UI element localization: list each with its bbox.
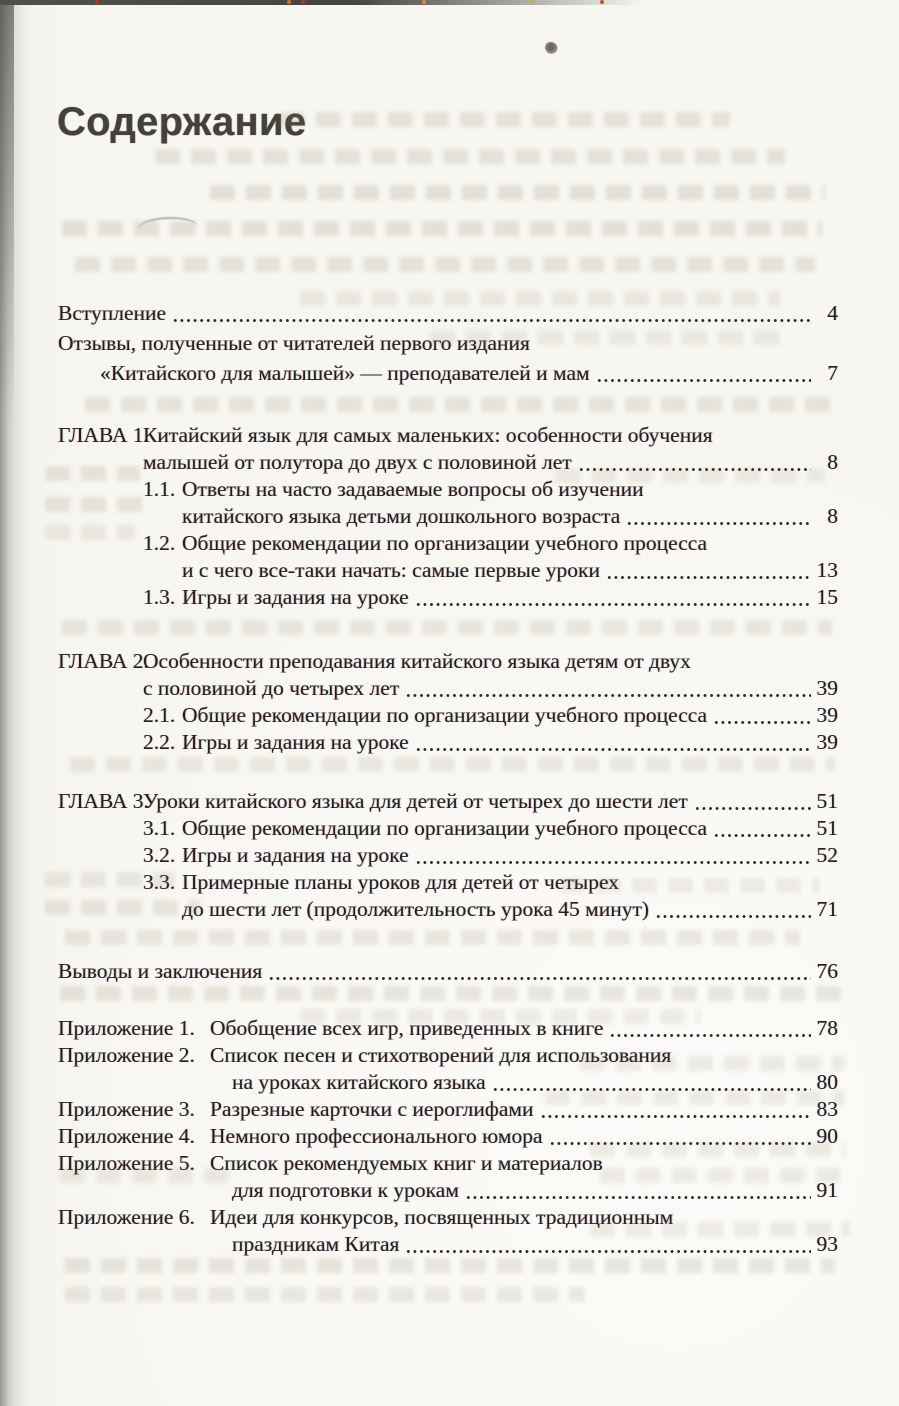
toc-page-number: 39 — [816, 703, 838, 727]
scan-edge-left — [0, 0, 26, 1406]
toc-entry-text: Отзывы, полученные от читателей первого издания — [58, 331, 530, 355]
bleed-through-line — [580, 1056, 845, 1071]
scan-edge-speckle — [600, 0, 604, 4]
toc-page-number: 15 — [816, 585, 838, 609]
bleed-through-line — [62, 620, 832, 635]
bleed-through-line — [590, 1222, 850, 1237]
toc-dot-leader — [540, 1115, 812, 1118]
toc-entry-text: «Китайского для малышей» — преподавателей и мам — [100, 361, 590, 385]
toc-entry — [100, 360, 838, 387]
toc-entry-text: Уроки китайского языка для детей от четырех до шести лет — [143, 789, 688, 813]
bleed-through-line — [85, 397, 830, 412]
toc-entry — [58, 958, 838, 985]
toc-page-number: 7 — [827, 361, 838, 385]
toc-entry-text: Китайский язык для самых маленьких: особенности обучения — [143, 423, 713, 447]
bleed-through-line — [70, 757, 835, 772]
toc-entry-text: Идеи для конкурсов, посвященных традиционным — [210, 1205, 674, 1229]
toc-dot-leader — [415, 748, 811, 751]
toc-entry — [182, 503, 838, 530]
bleed-through-line — [600, 1168, 840, 1183]
toc-dot-leader — [626, 522, 811, 525]
toc-entry-text: Обобщение всех игр, приведенных в книге — [210, 1016, 604, 1040]
scan-edge-speckle — [287, 0, 291, 4]
toc-entry — [143, 815, 838, 842]
bleed-through-line — [590, 1142, 845, 1157]
toc-dot-leader — [655, 915, 811, 918]
bleed-through-line — [430, 330, 790, 345]
toc-page-number: 80 — [816, 1070, 838, 1094]
toc-entry-text: Общие рекомендации по организации учебного процесса — [182, 816, 708, 840]
toc-entry-label: ГЛАВА 3. — [58, 789, 149, 813]
toc-entry-label: 1.1. — [143, 477, 176, 501]
bleed-through-line — [210, 185, 825, 200]
bleed-through-line — [45, 900, 200, 915]
toc-entry — [58, 788, 838, 815]
toc-entry — [143, 702, 838, 729]
page-title: Содержание — [57, 100, 307, 144]
toc-page-number: 78 — [816, 1016, 838, 1040]
toc-entry — [143, 842, 838, 869]
bleed-through-line — [45, 466, 140, 481]
scan-edge-speckle — [95, 0, 99, 4]
toc-page-number: 39 — [816, 730, 838, 754]
toc-entry-text: Общие рекомендации по организации учебного процесса — [182, 531, 708, 555]
toc-entry-label: Приложение 6. — [58, 1205, 195, 1229]
toc-entry — [143, 584, 838, 611]
toc-entry-text: на уроках китайского языка — [232, 1070, 486, 1094]
toc-entry-text: малышей от полутора до двух с половиной лет — [143, 450, 572, 474]
bleed-through-line — [62, 221, 822, 236]
toc-entry — [143, 729, 838, 756]
toc-dot-leader — [694, 807, 811, 810]
toc-entry-text: Игры и задания на уроке — [182, 585, 409, 609]
toc-entry-label: ГЛАВА 1. — [58, 423, 149, 447]
toc-page-number: 52 — [816, 843, 838, 867]
bleed-through-line — [45, 525, 135, 540]
scan-edge-speckle — [422, 0, 426, 4]
toc-entry-text: Выводы и заключения — [58, 959, 263, 983]
toc-dot-leader — [609, 1034, 811, 1037]
toc-entry-text: Разрезные карточки с иероглифами — [210, 1097, 534, 1121]
table-of-contents — [58, 300, 838, 1258]
toc-page-number: 91 — [816, 1178, 838, 1202]
toc-entry-text: Список рекомендуемых книг и материалов — [210, 1151, 603, 1175]
toc-page-number: 76 — [816, 959, 838, 983]
toc-entry-label: Приложение 1. — [58, 1016, 195, 1040]
bleed-through-line — [560, 878, 820, 893]
bleed-through-line — [60, 986, 850, 1001]
toc-entry-text: праздникам Китая — [232, 1232, 400, 1256]
toc-page-number: 51 — [816, 816, 838, 840]
toc-entry — [143, 530, 838, 557]
toc-entry-text: Примерные планы уроков для детей от четырех — [182, 870, 619, 894]
ink-speck — [544, 41, 559, 55]
toc-entry-label: 1.2. — [143, 531, 176, 555]
toc-entry-label: Приложение 5. — [58, 1151, 195, 1175]
bleed-through-line — [300, 291, 780, 306]
toc-entry-label: ГЛАВА 2. — [58, 649, 149, 673]
toc-dot-leader — [415, 861, 811, 864]
bleed-through-line — [60, 1168, 240, 1183]
bleed-through-line — [280, 112, 730, 127]
toc-entry — [58, 422, 838, 449]
toc-entry-text: и с чего все-таки начать: самые первые уроки — [182, 558, 600, 582]
bleed-through-line — [75, 257, 815, 272]
toc-dot-leader — [415, 603, 811, 606]
toc-page-number: 71 — [816, 897, 838, 921]
bleed-through-line — [545, 1090, 845, 1105]
bleed-through-line — [45, 497, 145, 512]
scan-edge-speckle — [301, 0, 305, 4]
toc-entry-text: китайского языка детьми дошкольного возраста — [182, 504, 621, 528]
scan-edge-speckle — [530, 0, 534, 4]
toc-dot-leader — [268, 977, 811, 980]
bleed-through-line — [65, 1287, 585, 1302]
toc-entry — [182, 557, 838, 584]
toc-page-number: 90 — [816, 1124, 838, 1148]
bleed-through-line — [300, 1009, 700, 1024]
toc-dot-leader — [713, 721, 811, 724]
toc-entry-label: 3.1. — [143, 816, 176, 840]
toc-dot-leader — [596, 379, 811, 382]
toc-entry — [143, 675, 838, 702]
toc-page-number: 8 — [827, 450, 838, 474]
toc-entry-label: 3.3. — [143, 870, 176, 894]
toc-entry-label: Приложение 4. — [58, 1124, 195, 1148]
bleed-through-line — [65, 930, 800, 945]
toc-page-number: 51 — [816, 789, 838, 813]
toc-dot-leader — [405, 694, 811, 697]
toc-entry — [58, 648, 838, 675]
toc-entry-text: Игры и задания на уроке — [182, 730, 409, 754]
toc-entry-label: 1.3. — [143, 585, 176, 609]
toc-page-number: 13 — [816, 558, 838, 582]
toc-entry-text: Ответы на часто задаваемые вопросы об изучении — [182, 477, 644, 501]
bleed-through-line — [45, 872, 175, 887]
toc-entry — [182, 896, 838, 923]
toc-entry-label: Приложение 3. — [58, 1097, 195, 1121]
toc-entry-text: Немного профессионального юмора — [210, 1124, 543, 1148]
toc-entry-text: Список песен и стихотворений для использования — [210, 1043, 672, 1067]
toc-dot-leader — [713, 834, 811, 837]
toc-dot-leader — [172, 319, 811, 322]
toc-entry-label: 2.2. — [143, 730, 176, 754]
toc-entry-text: Общие рекомендации по организации учебного процесса — [182, 703, 708, 727]
toc-entry-label: Приложение 2. — [58, 1043, 195, 1067]
toc-entry-text: Особенности преподавания китайского языка детям от двух — [143, 649, 691, 673]
toc-entry-text: Игры и задания на уроке — [182, 843, 409, 867]
bleed-through-line — [155, 149, 785, 164]
toc-entry-text: с половиной до четырех лет — [143, 676, 400, 700]
toc-dot-leader — [465, 1196, 811, 1199]
toc-page-number: 4 — [827, 301, 838, 325]
toc-dot-leader — [606, 576, 811, 579]
toc-entry-text: для подготовки к урокам — [232, 1178, 459, 1202]
toc-entry-label: 2.1. — [143, 703, 176, 727]
toc-page-number: 39 — [816, 676, 838, 700]
bleed-through-line — [555, 468, 825, 483]
toc-entry-label: 3.2. — [143, 843, 176, 867]
bleed-through-line — [65, 1258, 835, 1273]
toc-page-number: 93 — [816, 1232, 838, 1256]
toc-page-number: 83 — [816, 1097, 838, 1121]
toc-dot-leader — [405, 1250, 811, 1253]
toc-entry-text: до шести лет (продолжительность урока 45 минут) — [182, 897, 650, 921]
toc-entry-text: Вступление — [58, 301, 167, 325]
toc-page-number: 8 — [827, 504, 838, 528]
